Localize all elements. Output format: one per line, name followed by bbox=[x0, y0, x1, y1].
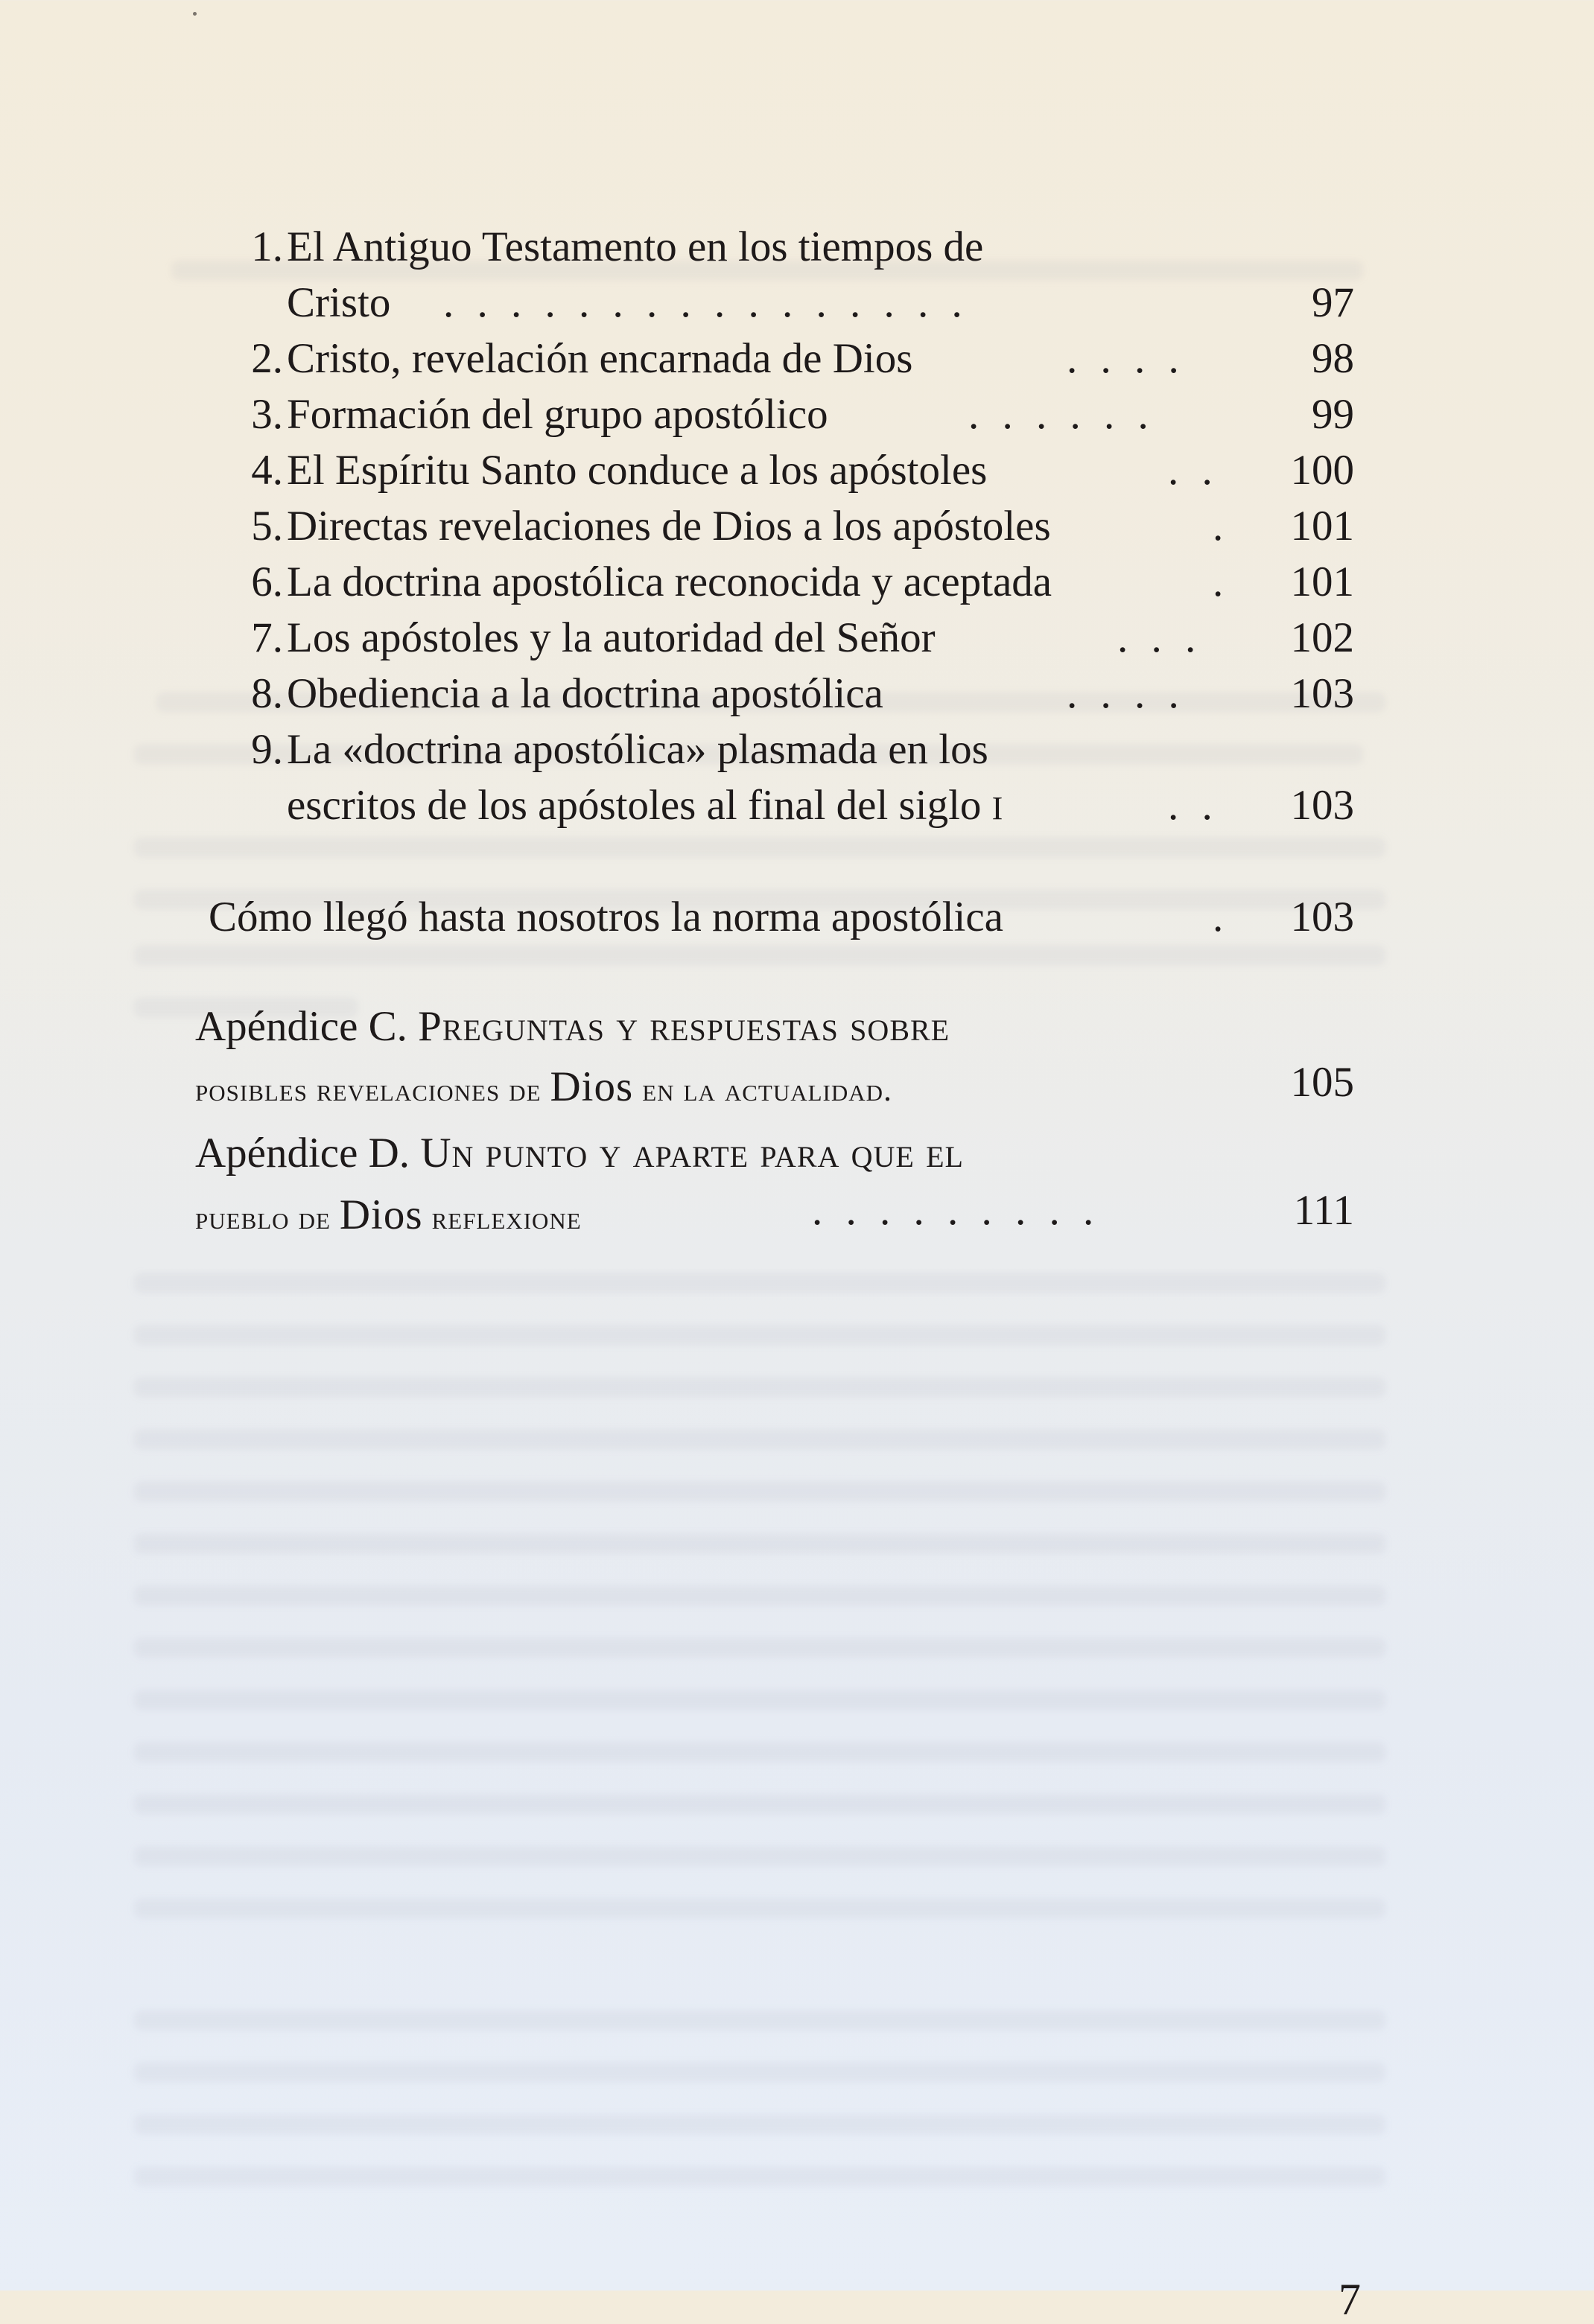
toc-entry-title: El Antiguo Testamento en los tiempos de bbox=[287, 223, 984, 270]
appendix-title-line-2 bbox=[195, 1191, 582, 1238]
dot-leader: . . . . bbox=[1067, 670, 1179, 717]
toc-page-number: 105 bbox=[1290, 1059, 1354, 1106]
dot-leader: . bbox=[1213, 894, 1224, 940]
toc-entry-title-continued: Cristo bbox=[287, 279, 391, 326]
appendix-title: Preguntas y respuestas sobre bbox=[418, 1003, 950, 1050]
toc-entry-number: 3. bbox=[251, 391, 283, 438]
toc-page-number: 100 bbox=[1290, 447, 1354, 494]
appendix-title-line-1 bbox=[195, 1130, 964, 1177]
toc-entry-number: 1. bbox=[251, 223, 283, 270]
page-folio-number: 7 bbox=[1339, 2275, 1361, 2324]
dot-leader: . . . . . . bbox=[968, 391, 1149, 438]
toc-entry-title: El Espíritu Santo conduce a los apóstoles bbox=[287, 447, 988, 494]
toc-entry-title: Obediencia a la doctrina apostólica bbox=[287, 670, 883, 717]
toc-entry-title: La «doctrina apostólica» plasmada en los bbox=[287, 726, 988, 773]
appendix-title-line-2 bbox=[195, 1063, 893, 1110]
dot-leader: . . . . . . . . . bbox=[812, 1187, 1094, 1234]
appendix-title-line-1 bbox=[195, 1005, 950, 1048]
toc-page-number: 99 bbox=[1312, 391, 1354, 438]
toc-page-number: 102 bbox=[1290, 614, 1354, 661]
appendix-title-text: en la actualidad. bbox=[642, 1072, 893, 1108]
toc-page-number: 103 bbox=[1290, 670, 1354, 717]
toc-page-number: 101 bbox=[1290, 503, 1354, 550]
dot-leader: . bbox=[1213, 558, 1224, 605]
appendix-label: Apéndice C. bbox=[195, 1003, 407, 1050]
dot-leader: . . . bbox=[1117, 614, 1196, 661]
roman-numeral: I bbox=[991, 790, 1004, 827]
appendix-label: Apéndice D. bbox=[195, 1130, 410, 1177]
appendix-title-text: pueblo de bbox=[195, 1200, 331, 1236]
toc-entry-number: 6. bbox=[251, 558, 283, 605]
appendix-title-text: reflexione bbox=[431, 1200, 582, 1236]
toc-entry-title: Los apóstoles y la autoridad del Señor bbox=[287, 614, 936, 661]
toc-entry-number: 2. bbox=[251, 335, 283, 382]
dot-leader: . . bbox=[1168, 782, 1213, 829]
appendix-title: Un punto y aparte para que el bbox=[420, 1130, 964, 1177]
appendix-title-text: Dios bbox=[550, 1063, 634, 1110]
appendix-title-text: Dios bbox=[339, 1191, 423, 1238]
toc-entry-number: 9. bbox=[251, 726, 283, 773]
toc-entry-title-text: escritos de los apóstoles al final del siglo bbox=[287, 782, 982, 829]
toc-entry-title: Cristo, revelación encarnada de Dios bbox=[287, 335, 913, 382]
toc-entry-title: Directas revelaciones de Dios a los apóstoles bbox=[287, 503, 1051, 550]
toc-page-number: 98 bbox=[1312, 335, 1354, 382]
toc-page-number: 111 bbox=[1293, 1187, 1354, 1234]
dot-leader: . . . . . . . . . . . . . . . . bbox=[443, 279, 962, 326]
toc-entry-number: 5. bbox=[251, 503, 283, 550]
dot-leader: . bbox=[1213, 503, 1224, 550]
toc-entry-number: 4. bbox=[251, 447, 283, 494]
dot-leader: . . bbox=[1168, 447, 1213, 494]
appendix-title-text: posibles revelaciones de bbox=[195, 1072, 542, 1108]
toc-section-title: Cómo llegó hasta nosotros la norma apostólica bbox=[209, 894, 1003, 940]
toc-page-number: 103 bbox=[1290, 782, 1354, 829]
toc-entry-title: Formación del grupo apostólico bbox=[287, 391, 828, 438]
toc-entry-number: 8. bbox=[251, 670, 283, 717]
toc-page-number: 101 bbox=[1290, 558, 1354, 605]
toc-page-number: 97 bbox=[1312, 279, 1354, 326]
toc-entry-number: 7. bbox=[251, 614, 283, 661]
toc-page-number: 103 bbox=[1290, 894, 1354, 940]
toc-entry-title: La doctrina apostólica reconocida y aceptada bbox=[287, 558, 1052, 605]
paper-speck bbox=[193, 12, 197, 16]
dot-leader: . . . . bbox=[1067, 335, 1179, 382]
toc-entry-title-continued bbox=[287, 784, 1003, 827]
